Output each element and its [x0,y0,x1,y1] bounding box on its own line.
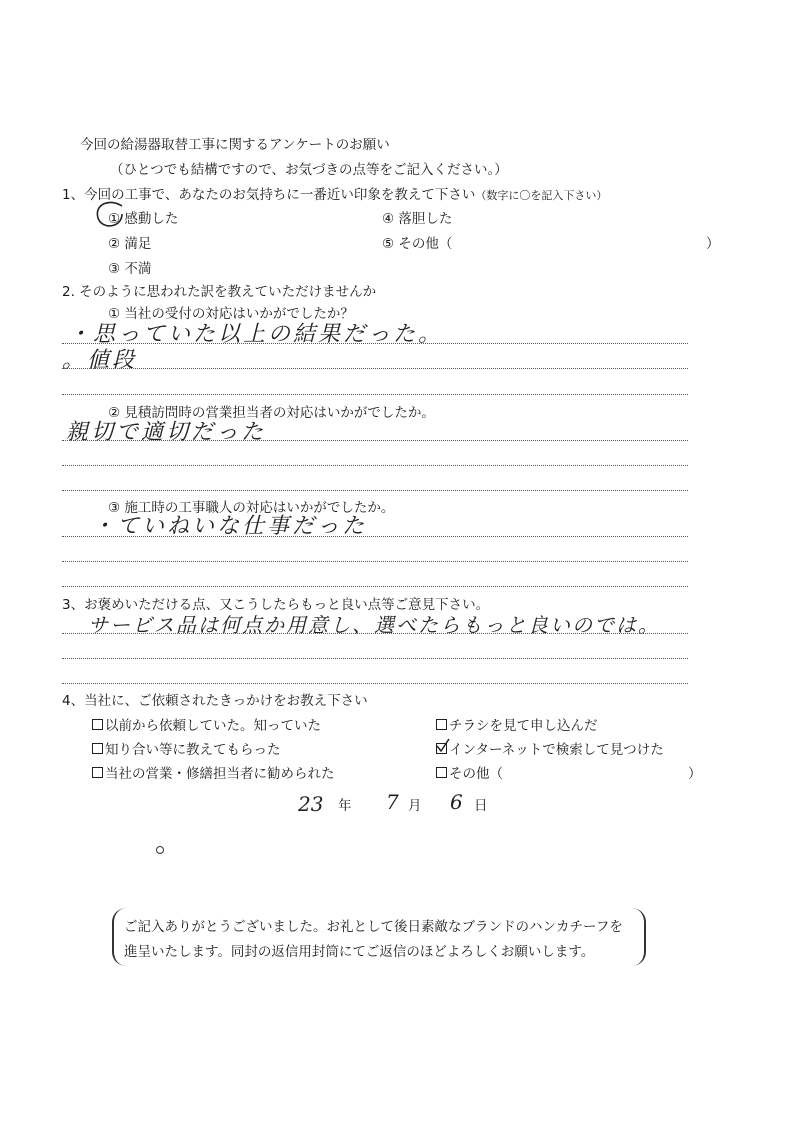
q1-option-3-num: ③ [108,261,121,277]
q2-sub-2: ② 見積訪問時の営業担当者の対応はいかがでしたか。 [108,405,435,421]
answer-line [62,394,688,395]
q4-option-label: インターネットで検索して見つけた [449,742,664,758]
q4-option-referral[interactable] [92,742,281,758]
q3-answer: サービス品は何点か用意し、選べたらもっと良いのでは。 [88,613,660,637]
form-subtitle: （ひとつでも結構ですので、お気づきの点等をご記入ください。） [110,162,508,178]
q4-option-label: 以前から依頼していた。知っていた [105,718,321,734]
answer-line [62,536,688,537]
q1-option-5-num: ⑤ [382,236,395,252]
stray-mark [156,846,164,854]
q4-other-close-paren: ） [688,766,702,782]
q1-option-1-label: 感動した [124,211,179,227]
q2-sub-3: ③ 施工時の工事職人の対応はいかがでしたか。 [108,500,395,516]
answer-circle-mark [92,200,132,232]
checkbox[interactable] [436,767,447,778]
q1-option-4-num: ④ [382,211,395,227]
q4-option-previous-request[interactable] [92,718,321,734]
q1-option-2-num: ② [108,236,121,252]
date-month-unit: 月 [408,798,422,814]
q2-answer-1-line-2: 。値段 [62,348,138,373]
closing-line-1: ご記入ありがとうございました。お礼として後日素敵なブランドのハンカチーフを [124,919,623,935]
q4-option-sales-rep[interactable] [92,766,335,782]
q1-option-3[interactable] [108,261,151,277]
checkbox[interactable] [436,719,447,730]
answer-line [62,368,688,369]
answer-line [62,440,688,441]
question-1-text: 1、今回の工事で、あなたのお気持ちに一番近い印象を教えて下さい [62,187,476,203]
q4-option-internet[interactable] [436,742,664,758]
q4-option-label: その他（ [449,766,503,782]
q4-option-flyer[interactable] [436,718,598,734]
q1-option-2-label: 満足 [124,236,152,252]
date-day: 6 [450,790,463,814]
closing-line-2: 進呈いたします。同封の返信用封筒にてご返信のほどよろしくお願いします。 [124,944,595,960]
answer-line [62,465,688,466]
checkmark-icon [435,738,451,754]
answer-line [62,343,688,344]
q4-option-label: 当社の営業・修繕担当者に勧められた [105,766,335,782]
date-year: 23 [298,792,324,816]
q1-option-2[interactable] [108,236,151,252]
answer-line [62,586,688,587]
q2-sub-1: ① 当社の受付の対応はいかがでしたか？ [108,306,354,322]
q1-option-3-label: 不満 [124,261,152,277]
q2-answer-2: 親切で適切だった [66,420,267,445]
q1-option-4-label: 落胆した [398,211,453,227]
checkbox-checked[interactable] [436,743,447,754]
date-day-unit: 日 [474,798,488,814]
checkbox[interactable] [92,767,103,778]
q2-answer-3: ・ていねいな仕事だった [92,514,368,539]
answer-line [62,683,688,684]
answer-line [62,561,688,562]
date-month: 7 [386,790,399,814]
question-2: 2. そのように思われた訳を教えていただけませんか [62,284,377,300]
q1-option-1-num: ① [108,211,121,227]
question-1-note: （数字に〇を記入下さい） [475,189,608,202]
answer-line [62,658,688,659]
question-4: 4、当社に、ご依頼されたきっかけをお教え下さい [62,693,368,709]
answer-line [62,633,688,634]
q4-option-label: チラシを見て申し込んだ [449,718,598,734]
checkbox[interactable] [92,743,103,754]
answer-line [62,490,688,491]
q4-option-label: 知り合い等に教えてもらった [105,742,281,758]
q1-option-4[interactable] [382,211,452,227]
date-year-unit: 年 [338,798,352,814]
q1-option-5[interactable] [382,236,452,252]
question-1 [62,187,607,204]
form-title: 今回の給湯器取替工事に関するアンケートのお願い [80,137,390,153]
q1-other-close-paren: ） [706,236,720,252]
q1-option-5-label: その他（ [398,236,453,252]
checkbox[interactable] [92,719,103,730]
q4-option-other[interactable] [436,766,503,782]
question-3: 3、お褒めいただける点、又こうしたらもっと良い点等ご意見下さい。 [62,597,490,613]
q2-answer-1-line-1: ・思っていた以上の結果だった。 [68,322,444,347]
